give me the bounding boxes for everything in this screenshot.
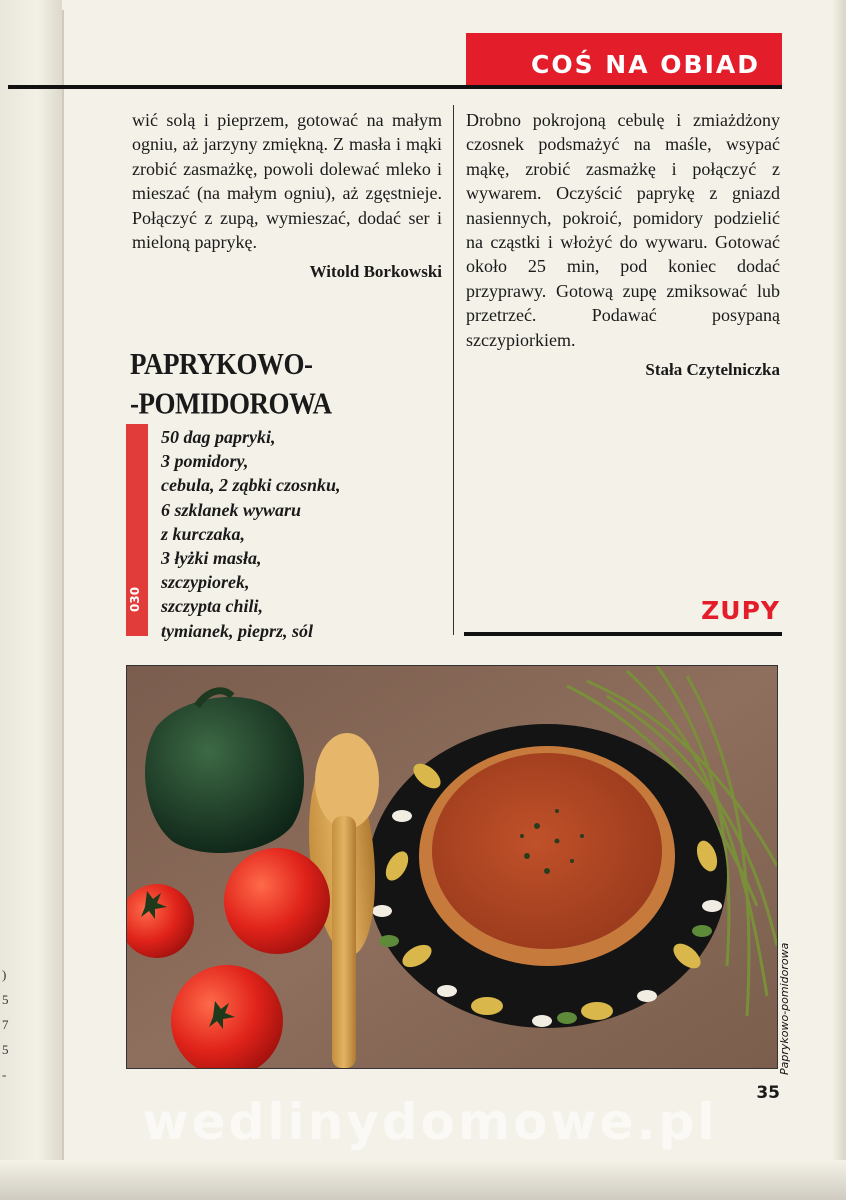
section-label: COŚ NA OBIAD (531, 50, 760, 79)
ingredient-item: 3 łyżki masła, (161, 548, 262, 569)
category-rule (464, 632, 782, 636)
author-left: Witold Borkowski (309, 262, 442, 282)
page-number: 35 (756, 1083, 780, 1103)
ingredient-item: 6 szklanek wywaru (161, 499, 302, 520)
ingredient-item: tymianek, pieprz, sól (161, 620, 313, 641)
soup-photo (126, 665, 778, 1069)
ingredient-item: szczypiorek, (161, 572, 250, 593)
spine-line (62, 10, 64, 1180)
ingredient-item: 3 pomidory, (161, 451, 249, 472)
margin-mark: 5 (2, 992, 9, 1007)
page-bottom-edge (0, 1160, 846, 1200)
left-column (132, 108, 442, 285)
recipe-code: 030 (128, 586, 142, 612)
right-column (466, 108, 780, 382)
ingredient-item: 50 dag papryki, (161, 427, 276, 447)
page-shadow (832, 0, 846, 1200)
column-divider (453, 105, 454, 635)
section-tab (466, 33, 782, 85)
category-label: ZUPY (701, 596, 780, 625)
ingredient-item: szczypta chili, (161, 596, 263, 617)
ingredients-list (161, 425, 451, 643)
article-text-left: wić solą i pieprzem, gotować na małym ogniu, aż jarzyny zmiękną. Z masła i mąki zrobić zasmażkę, powoli dolewać mleko i mieszać (na małym ogniu), aż zgęstnieje. Połączyć z zupą, wymieszać, dodać ser i mieloną paprykę. (132, 110, 442, 253)
margin-marks (2, 962, 16, 1087)
header-rule (8, 85, 782, 89)
ingredient-item: cebula, 2 ząbki czosnku, (161, 475, 341, 496)
watermark: wedlinydomowe.pl (142, 1093, 718, 1151)
recipe-title (130, 345, 450, 423)
soup-photo-illustration (127, 666, 777, 1068)
recipe-title-line-1: PAPRYKOWO- (130, 347, 313, 381)
ingredient-item: z kurczaka, (161, 523, 246, 544)
recipe-title-line-2: -POMIDOROWA (130, 386, 332, 421)
article-text-right: Drobno pokrojoną cebulę i zmiażdżony czosnek podsmażyć na maśle, wsypać mąkę, zrobić zasmażkę i połączyć z wywarem. Oczyścić paprykę z gniazd nasiennych, pokroić, pomidory podzielić na cząstki i włożyć do wywaru. Gotować około 25 min, pod koniec dodać przyprawy. Gotową zupę zmiksować lub przetrzeć. Podawać posypaną szczypiorkiem. (466, 110, 780, 350)
photo-caption: Paprykowo-pomidorowa (778, 942, 791, 1075)
margin-mark: - (2, 1067, 7, 1082)
author-right: Stała Czytelniczka (645, 360, 780, 380)
margin-mark: ) (2, 967, 7, 982)
margin-mark: 5 (2, 1042, 9, 1057)
margin-mark: 7 (2, 1017, 9, 1032)
